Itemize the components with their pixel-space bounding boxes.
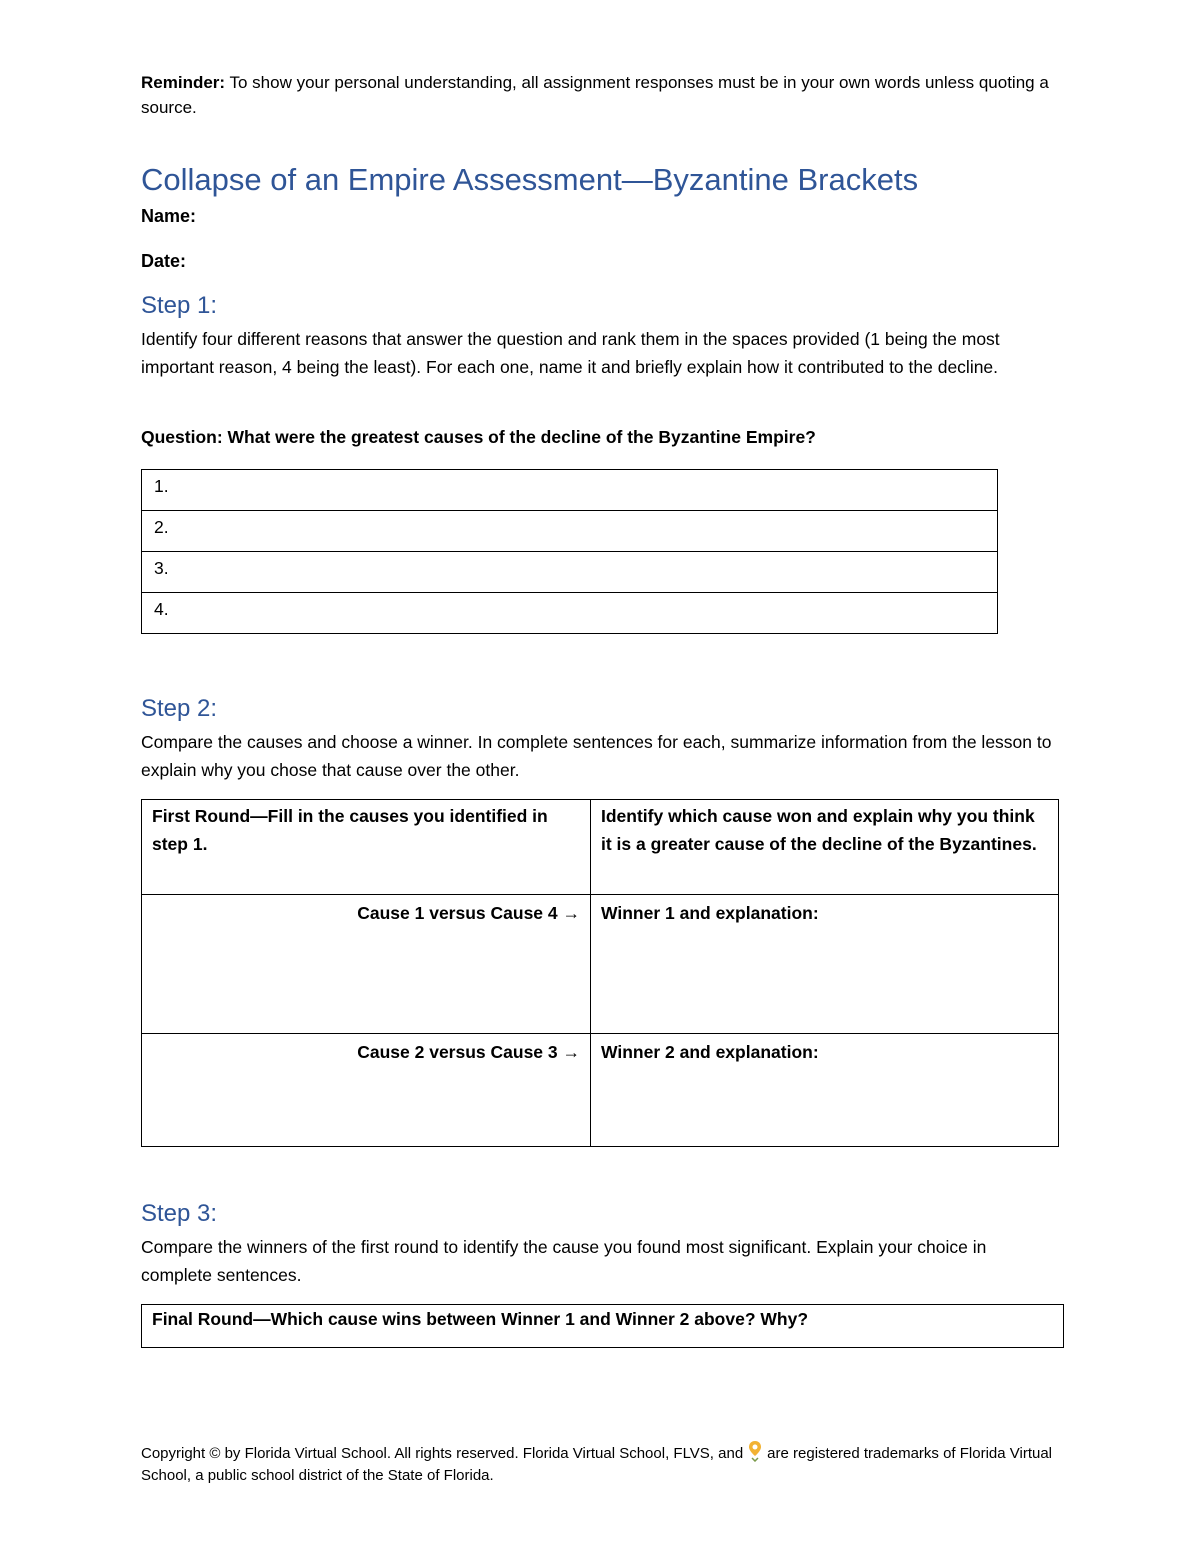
cause2-vs-cause3[interactable]: Cause 2 versus Cause 3 →	[142, 1034, 591, 1147]
reminder-body: To show your personal understanding, all assignment responses must be in your own words unless quoting a source.	[141, 73, 1049, 117]
flvs-logo-icon	[747, 1440, 763, 1462]
reminder-text	[141, 70, 1061, 120]
table-row	[142, 511, 998, 552]
footer-text-before: Copyright © by Florida Virtual School. All rights reserved. Florida Virtual School, FLVS, and	[141, 1445, 744, 1462]
reminder-label: Reminder:	[141, 73, 226, 92]
step1-heading: Step 1:	[141, 292, 218, 319]
table-row	[142, 552, 998, 593]
rank-table	[141, 469, 998, 634]
step2-instructions: Compare the causes and choose a winner. In complete sentences for each, summarize information from the lesson to explain why you chose that cause over the other.	[141, 732, 1052, 780]
step1-instructions: Identify four different reasons that answer the question and rank them in the spaces provided (1 being the most important reason, 4 being the least). For each one, name it and briefly explain how it contributed to the decline.	[141, 329, 1000, 377]
table-row	[142, 593, 998, 634]
name-label: Name:	[141, 206, 197, 226]
step2-heading: Step 2:	[141, 695, 218, 722]
table-row	[142, 1034, 1059, 1147]
final-round-cell[interactable]: Final Round—Which cause wins between Winner 1 and Winner 2 above? Why?	[142, 1305, 1064, 1348]
table-row	[142, 470, 998, 511]
date-label: Date:	[141, 251, 187, 271]
first-round-table	[141, 799, 1059, 1147]
copyright-footer	[141, 1440, 1061, 1487]
step3-heading: Step 3:	[141, 1200, 218, 1227]
final-round-table	[141, 1304, 1064, 1348]
rank-cell-2[interactable]: 2.	[142, 511, 998, 552]
table-row	[142, 895, 1059, 1034]
cause1-vs-cause4[interactable]: Cause 1 versus Cause 4 →	[142, 895, 591, 1034]
step1-question: Question: What were the greatest causes of the decline of the Byzantine Empire?	[141, 427, 816, 447]
winner1-explanation[interactable]: Winner 1 and explanation:	[591, 895, 1059, 1034]
winner2-explanation[interactable]: Winner 2 and explanation:	[591, 1034, 1059, 1147]
table-row	[142, 1305, 1064, 1348]
winner-header: Identify which cause won and explain why you think it is a greater cause of the decline of the Byzantines.	[591, 800, 1059, 895]
first-round-header: First Round—Fill in the causes you identified in step 1.	[142, 800, 591, 895]
page-title: Collapse of an Empire Assessment—Byzantine Brackets	[141, 162, 919, 197]
step3-instructions: Compare the winners of the first round to identify the cause you found most significant. Explain your choice in complete sentences.	[141, 1237, 987, 1285]
rank-cell-4[interactable]: 4.	[142, 593, 998, 634]
rank-cell-3[interactable]: 3.	[142, 552, 998, 593]
rank-cell-1[interactable]: 1.	[142, 470, 998, 511]
footer-text-after: are registered trademarks of Florida Virtual School, a public school district of the State of Florida.	[141, 1445, 1053, 1484]
table-row	[142, 800, 1059, 895]
